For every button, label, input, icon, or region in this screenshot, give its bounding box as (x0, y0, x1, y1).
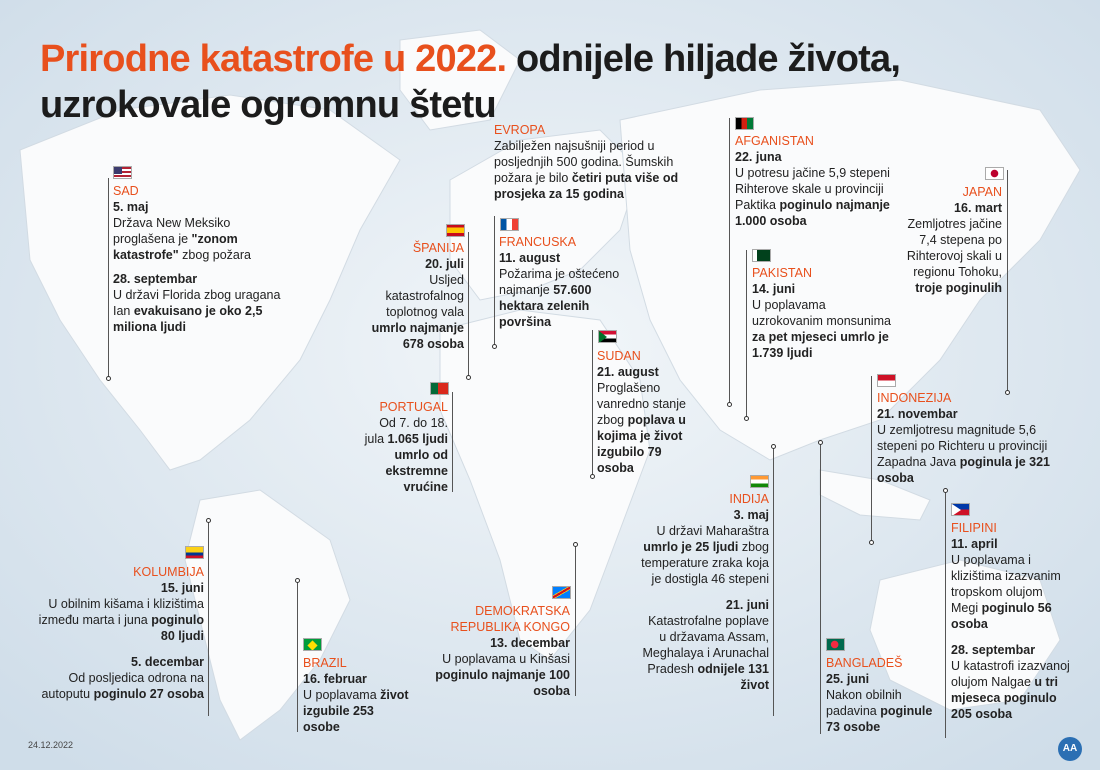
location-dot (727, 402, 732, 407)
event-text: U katastrofi izazvanoj olujom Nalgae u tri mjeseca poginulo 205 osoba (951, 659, 1070, 721)
country-label: KOLUMBIJA (133, 565, 204, 579)
drc-flag-icon (552, 586, 571, 599)
spain-flag-icon (446, 224, 465, 237)
pointer-line (820, 444, 821, 734)
brazil-flag-icon (303, 638, 322, 651)
event-text: Katastrofalne poplave u državama Assam, Meghalaya i Arunachal Pradesh odnijele 131 život (642, 614, 769, 692)
country-label: SUDAN (597, 349, 641, 363)
france-flag-icon (500, 218, 519, 231)
pointer-line (1007, 170, 1008, 392)
location-dot (106, 376, 111, 381)
event-kolumbija (28, 564, 204, 702)
event-text: U potresu jačine 5,9 stepeni Rihterove skale u provinciji Paktika poginulo najmanje 1.000 osoba (735, 166, 890, 228)
pointer-line (468, 232, 469, 377)
event-filipini (951, 520, 1071, 722)
country-label: PORTUGAL (379, 400, 448, 414)
title-line2: uzrokovale ogromnu štetu (40, 84, 496, 126)
event-date: 21. juni (725, 598, 769, 612)
event-text: Proglašeno vanredno stanje zbog poplava u kojima je život izgubilo 79 osoba (597, 381, 686, 475)
bangladesh-flag-icon (826, 638, 845, 651)
event-portugal (360, 399, 448, 495)
country-label: INDONEZIJA (877, 391, 952, 405)
country-label: FILIPINI (951, 521, 997, 535)
event-date: 21. august (597, 365, 659, 379)
pointer-line (871, 376, 872, 542)
event-date: 5. decembar (131, 655, 204, 669)
event-date: 3. maj (733, 508, 769, 522)
event-date: 11. august (499, 251, 561, 265)
location-dot (206, 518, 211, 523)
event-sudan (597, 348, 692, 476)
event-text: Usljed katastrofalnog toplotnog vala umrlo najmanje 678 osoba (371, 273, 464, 351)
pointer-line (108, 178, 109, 378)
event-text: U poplavama u Kinšasi poginulo najmanje 100 osoba (435, 652, 570, 698)
location-dot (869, 540, 874, 545)
publish-date: 24.12.2022 (28, 740, 74, 750)
event-indija (640, 491, 769, 693)
event-date: 15. juni (160, 581, 204, 595)
event-date: 20. juli (425, 257, 464, 271)
pointer-line (297, 582, 298, 732)
event-date: 5. maj (113, 200, 149, 214)
country-label: DEMOKRATSKA (475, 604, 570, 618)
country-label: BANGLADEŠ (826, 656, 903, 670)
japan-flag-icon (985, 167, 1004, 180)
event-japan (890, 184, 1002, 296)
country-label: REPUBLIKA KONGO (450, 620, 570, 634)
event-text: Od posljedica odrona na autoputu poginulo 27 osoba (41, 671, 204, 701)
sudan-flag-icon (598, 330, 617, 343)
event-afganistan (735, 133, 900, 229)
country-label: ŠPANIJA (412, 241, 464, 255)
location-dot (295, 578, 300, 583)
event-text: U poplavama i klizištima izazvanim tropskom olujom Megi poginulo 56 osoba (951, 553, 1061, 631)
event-sad (113, 183, 293, 335)
country-label: INDIJA (729, 492, 769, 506)
event-text: Od 7. do 18. jula 1.065 ljudi umrlo od ekstremne vrućine (364, 416, 448, 494)
location-dot (818, 440, 823, 445)
event-text: Država New Meksiko proglašena je "zonom katastrofe" zbog požara (113, 216, 251, 262)
pointer-line (592, 330, 593, 476)
event-date: 28. septembar (113, 272, 198, 286)
pointer-line (452, 392, 453, 492)
event-text: Požarima je oštećeno najmanje 57.600 hektara zelenih površina (499, 267, 620, 329)
event-banglades (826, 655, 941, 735)
location-dot (590, 474, 595, 479)
pointer-line (746, 250, 747, 418)
location-dot (943, 488, 948, 493)
event-date: 28. septembar (951, 643, 1036, 657)
event-text: U državi Florida zbog uragana Ian evakuisano je oko 2,5 miliona ljudi (113, 288, 281, 334)
location-dot (771, 444, 776, 449)
event-text: U poplavama uzrokovanim monsunima za pet mjeseci umrlo je 1.739 ljudi (752, 298, 891, 360)
country-label: SAD (113, 184, 139, 198)
country-label: AFGANISTAN (735, 134, 814, 148)
event-text: U obilnim kišama i klizištima između marta i juna poginulo 80 ljudi (38, 597, 204, 643)
event-date: 22. juna (735, 150, 782, 164)
country-label: BRAZIL (303, 656, 347, 670)
country-label: FRANCUSKA (499, 235, 577, 249)
pointer-line (729, 118, 730, 404)
country-label: EVROPA (494, 123, 546, 137)
pointer-line (494, 216, 495, 346)
event-date: 13. decembar (490, 636, 570, 650)
location-dot (573, 542, 578, 547)
event-francuska (499, 234, 639, 330)
pointer-line (945, 492, 946, 738)
event-text: Zabilježen najsušniji period u posljednjih 500 godina. Šumskih požara je bilo četiri puta više od prosjeka za 15 godina (494, 139, 679, 201)
event-evropa (494, 122, 694, 202)
event-date: 16. februar (303, 672, 367, 686)
event-text: Zemljotres jačine 7,4 stepena po Rihterovoj skali u regionu Tohoku, troje poginulih (906, 217, 1002, 295)
pointer-line (773, 448, 774, 716)
page-title (40, 36, 900, 128)
title-rest: odnijele hiljade života, (506, 38, 901, 80)
event-text: U zemljotresu magnitude 5,6 stepeni po Richteru u provinciji Zapadna Java poginula je 321 osoba (877, 423, 1051, 485)
event-kongo (420, 603, 570, 699)
event-pakistan (752, 265, 897, 361)
pointer-line (208, 522, 209, 716)
aa-logo: AA (1058, 737, 1082, 761)
event-date: 16. mart (954, 201, 1002, 215)
event-text: U poplavama život izgubile 253 osobe (303, 688, 409, 734)
event-text: U državi Maharaštra umrlo je 25 ljudi zbog temperature zraka koja je dostigla 46 stepeni (641, 524, 769, 586)
event-brazil (303, 655, 413, 735)
indonesia-flag-icon (877, 374, 896, 387)
event-indonezija (877, 390, 1057, 486)
colombia-flag-icon (185, 546, 204, 559)
afghanistan-flag-icon (735, 117, 754, 130)
usa-flag-icon (113, 166, 132, 179)
title-highlight: Prirodne katastrofe u 2022. (40, 38, 507, 80)
country-label: PAKISTAN (752, 266, 812, 280)
philippines-flag-icon (951, 503, 970, 516)
event-date: 25. juni (826, 672, 870, 686)
location-dot (744, 416, 749, 421)
event-text: Nakon obilnih padavina poginule 73 osobe (826, 688, 933, 734)
india-flag-icon (750, 475, 769, 488)
event-date: 11. april (951, 537, 998, 551)
location-dot (466, 375, 471, 380)
country-label: JAPAN (962, 185, 1002, 199)
portugal-flag-icon (430, 382, 449, 395)
event-date: 14. juni (752, 282, 796, 296)
pakistan-flag-icon (752, 249, 771, 262)
pointer-line (575, 546, 576, 696)
event-spanija (360, 240, 464, 352)
location-dot (492, 344, 497, 349)
event-date: 21. novembar (877, 407, 958, 421)
